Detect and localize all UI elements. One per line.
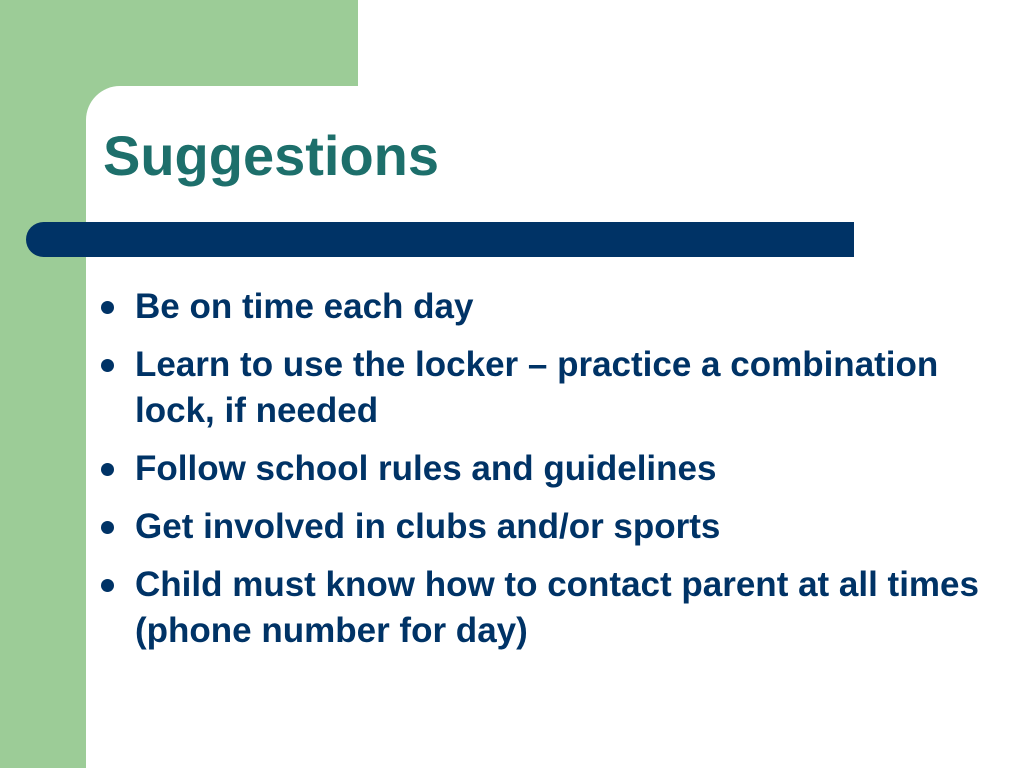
bullet-text: Learn to use the locker – practice a combination lock, if needed xyxy=(135,345,939,430)
bullet-item xyxy=(96,446,996,492)
bullet-text: Be on time each day xyxy=(135,287,474,326)
bullet-item xyxy=(96,562,996,654)
slide-title: Suggestions xyxy=(103,124,440,187)
bullet-list xyxy=(96,284,996,666)
bullet-dot-icon xyxy=(101,359,114,372)
bullet-item xyxy=(96,342,996,434)
bullet-item xyxy=(96,504,996,550)
bullet-dot-icon xyxy=(101,521,114,534)
bullet-text: Child must know how to contact parent at all times (phone number for day) xyxy=(135,565,979,650)
bullet-text: Get involved in clubs and/or sports xyxy=(135,507,721,546)
bullet-dot-icon xyxy=(101,463,114,476)
bullet-text: Follow school rules and guidelines xyxy=(135,449,717,488)
top-white-area xyxy=(358,0,1024,90)
title-underline-bar xyxy=(26,222,854,257)
bullet-dot-icon xyxy=(101,301,114,314)
bullet-item xyxy=(96,284,996,330)
bullet-dot-icon xyxy=(101,579,114,592)
